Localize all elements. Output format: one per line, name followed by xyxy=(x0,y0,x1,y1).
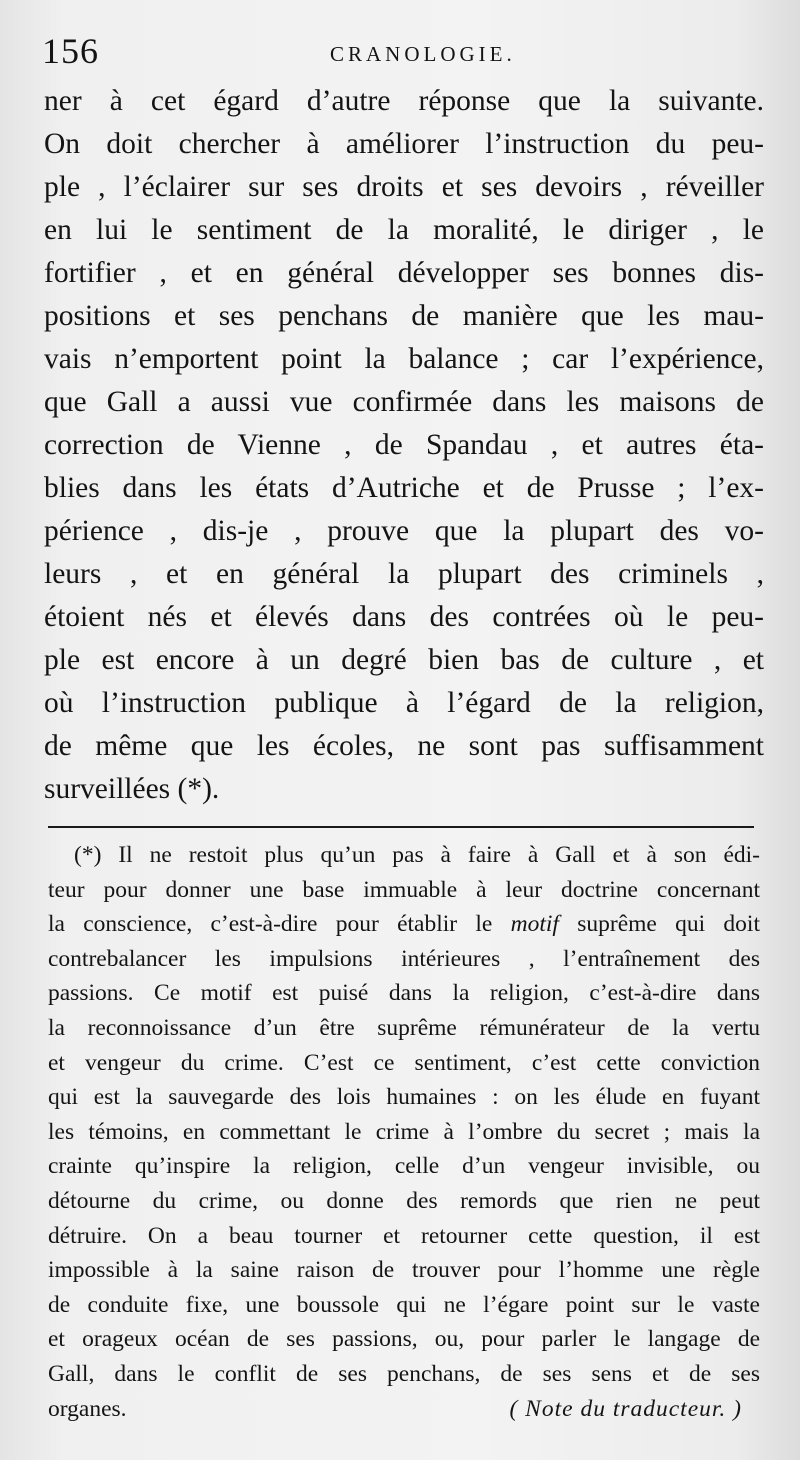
text-line: ple est encore à un degré bien bas de culture , et xyxy=(44,644,764,676)
footnote-line: teur pour donner une base immuable à leur doctrine concernant xyxy=(48,876,760,903)
text-line: ple , l’éclairer sur ses droits et ses devoirs , réveiller xyxy=(44,171,764,203)
footnote-line: la reconnoissance d’un être suprême rémunérateur de la vertu xyxy=(48,1014,760,1041)
footnote-line: qui est la sauvegarde des lois humaines : on les élude en fuyant xyxy=(48,1084,760,1111)
text-line: périence , dis-je , prouve que la plupart des vo- xyxy=(44,515,764,547)
footnote-line: (*) Il ne restoit plus qu’un pas à faire à Gall et à son édi- xyxy=(74,842,760,868)
text-line: étoient nés et élevés dans des contrées où le peu- xyxy=(44,601,764,633)
text-line: leurs , et en général la plupart des criminels , xyxy=(44,558,764,590)
footnote-text: suprême qui doit xyxy=(558,911,760,938)
footnote-line: les témoins, en commettant le crime à l’ombre du secret ; mais la xyxy=(48,1118,760,1145)
text-line: correction de Vienne , de Spandau , et autres éta- xyxy=(44,429,764,461)
footnote-line: de conduite fixe, une boussole qui ne l’égare point sur le vaste xyxy=(48,1291,760,1318)
text-line: surveillées (*). xyxy=(44,773,220,805)
footnote-line: et vengeur du crime. C’est ce sentiment, c’est cette conviction xyxy=(48,1049,760,1076)
footnote-text: organes. xyxy=(48,1395,127,1422)
text-line: positions et ses penchans de manière que les mau- xyxy=(44,300,764,332)
text-line: où l’instruction publique à l’égard de la religion, xyxy=(44,687,764,719)
text-line: blies dans les états d’Autriche et de Prusse ; l’ex- xyxy=(44,472,764,504)
footnote-line: et orageux océan de ses passions, ou, pour parler le langage de xyxy=(48,1326,760,1353)
footnote-line: impossible à la saine raison de trouver pour l’homme une règle xyxy=(48,1257,760,1284)
footnote-line: passions. Ce motif est puisé dans la religion, c’est-à-dire dans xyxy=(48,980,760,1007)
footnote-line: détruire. On a beau tourner et retourner cette question, il est xyxy=(48,1222,760,1249)
text-line: que Gall a aussi vue confirmée dans les maisons de xyxy=(44,386,764,418)
footnote xyxy=(48,838,760,1426)
footnote-separator-rule xyxy=(48,826,754,828)
text-line: On doit chercher à améliorer l’instruction du peu- xyxy=(44,128,764,160)
footnote-italic-word: motif xyxy=(510,911,559,938)
page-header xyxy=(42,30,760,70)
footnote-line: contrebalancer les impulsions intérieures , l’entraînement des xyxy=(48,945,760,972)
footnote-text: la conscience, c’est-à-dire pour établir le xyxy=(48,911,511,938)
text-line: en lui le sentiment de la moralité, le diriger , le xyxy=(44,214,764,246)
text-line: de même que les écoles, ne sont pas suffisamment xyxy=(44,730,764,762)
footnote-line: Gall, dans le conflit de ses penchans, de ses sens et de ses xyxy=(48,1360,760,1387)
footnote-last-line xyxy=(48,1392,760,1427)
translator-note-attribution: ( Note du traducteur. ) xyxy=(509,1395,742,1422)
running-head: CRANOLOGIE. xyxy=(330,42,516,66)
text-line: ner à cet égard d’autre réponse que la suivante. xyxy=(44,85,764,117)
text-line: vais n’emportent point la balance ; car l’expérience, xyxy=(44,343,764,375)
page-number: 156 xyxy=(42,31,99,71)
main-text xyxy=(44,80,764,811)
footnote-line xyxy=(48,907,760,942)
text-line: fortifier , et en général développer ses bonnes dis- xyxy=(44,257,764,289)
footnote-line: crainte qu’inspire la religion, celle d’un vengeur invisible, ou xyxy=(48,1153,760,1180)
footnote-line: détourne du crime, ou donne des remords que rien ne peut xyxy=(48,1187,760,1214)
